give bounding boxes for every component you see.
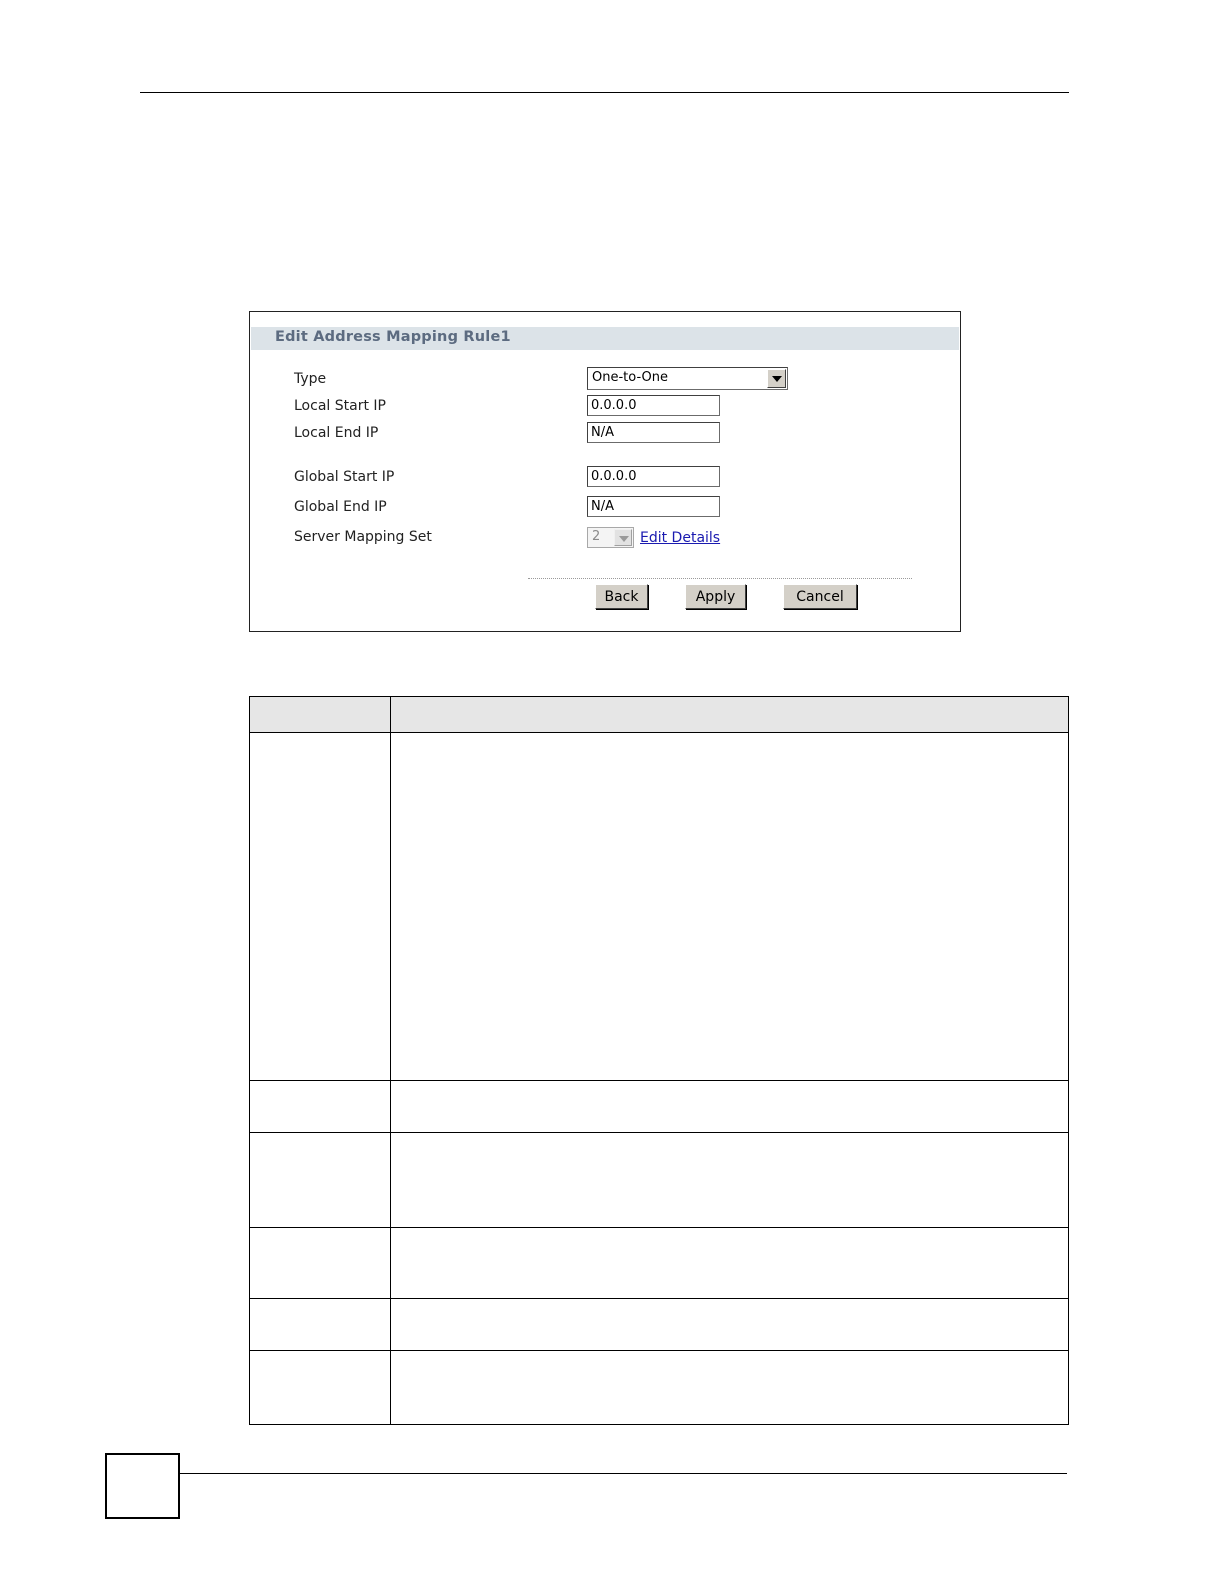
table-row-divider xyxy=(250,1350,1068,1351)
page-number-box xyxy=(105,1453,180,1519)
header-rule xyxy=(140,92,1069,93)
edit-details-link[interactable]: Edit Details xyxy=(640,530,721,546)
table-header-row xyxy=(250,697,1068,733)
type-label: Type xyxy=(294,371,327,387)
global-start-ip-input[interactable]: 0.0.0.0 xyxy=(587,466,720,487)
local-end-ip-label: Local End IP xyxy=(294,425,379,441)
server-mapping-set-select[interactable] xyxy=(587,527,634,548)
server-mapping-set-label: Server Mapping Set xyxy=(294,529,432,545)
table-row-divider xyxy=(250,1298,1068,1299)
button-divider xyxy=(528,578,912,579)
global-start-ip-label: Global Start IP xyxy=(294,469,395,485)
table-row-divider xyxy=(250,1132,1068,1133)
global-end-ip-input[interactable]: N/A xyxy=(587,496,720,517)
field-description-table xyxy=(249,696,1069,1425)
server-mapping-set-value: 2 xyxy=(592,529,601,544)
table-row-divider xyxy=(250,1080,1068,1081)
global-end-ip-label: Global End IP xyxy=(294,499,387,515)
chevron-down-icon[interactable] xyxy=(614,529,632,546)
edit-address-mapping-panel xyxy=(249,311,961,632)
back-button[interactable]: Back xyxy=(595,584,648,609)
apply-button[interactable]: Apply xyxy=(685,584,746,609)
table-column-divider xyxy=(390,697,391,1424)
local-start-ip-label: Local Start IP xyxy=(294,398,386,414)
panel-title: Edit Address Mapping Rule1 xyxy=(275,329,511,345)
local-start-ip-input[interactable]: 0.0.0.0 xyxy=(587,395,720,416)
footer-rule xyxy=(178,1473,1067,1474)
type-select[interactable] xyxy=(587,367,788,390)
table-row-divider xyxy=(250,1227,1068,1228)
panel-header xyxy=(251,327,959,350)
local-end-ip-input[interactable]: N/A xyxy=(587,422,720,443)
chevron-down-icon[interactable] xyxy=(767,369,786,388)
type-select-value: One-to-One xyxy=(592,370,668,385)
cancel-button[interactable]: Cancel xyxy=(783,584,857,609)
